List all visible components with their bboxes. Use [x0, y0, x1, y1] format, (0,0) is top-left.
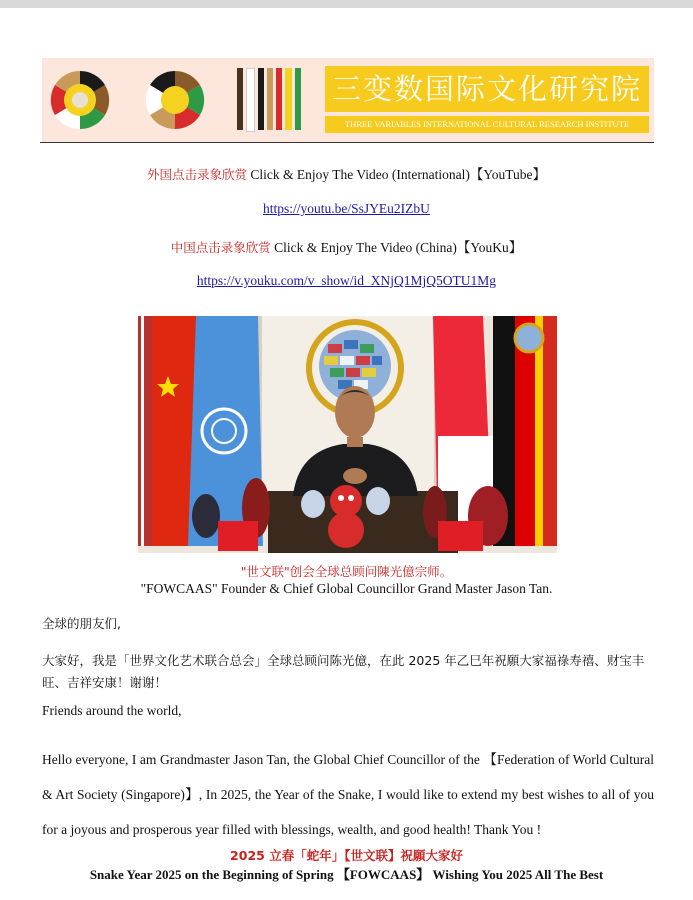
banner-subtitle: THREE VARIABLES INTERNATIONAL CULTURAL RESEARCH INSTITUTE [325, 116, 649, 133]
video-international-label-en: Click & Enjoy The Video (International)【YouTube】 [250, 167, 547, 182]
youtube-link[interactable]: https://youtu.be/SsJYEu2IZbU [263, 201, 430, 216]
greeting-cn: 全球的朋友们, [42, 616, 121, 631]
video-china-link-row [0, 273, 693, 289]
video-international-label-cn: 外国点击录象欣赏 [146, 167, 247, 182]
footer-cn: 2025 立春「蛇年」【世文联】祝願大家好 [230, 848, 463, 863]
message-cn: 大家好，我是「世界文化艺术联合总会」全球总顾问陈光億，在此 2025 年乙巳年祝願大家福祿寿禧、财宝丰旺、吉祥安康！谢谢！ [42, 653, 645, 690]
top-bar [0, 0, 693, 8]
greeting-en: Friends around the world, [42, 703, 182, 718]
photo-caption-cn: "世文联"创会全球总顾问陳光億宗师。 [240, 564, 453, 579]
video-china-label-en: Click & Enjoy The Video (China)【YouKu】 [274, 240, 523, 255]
youku-link[interactable]: https://v.youku.com/v_show/id_XNjQ1MjQ5OTU1Mg [196, 273, 497, 288]
photo-caption-en: "FOWCAAS" Founder & Chief Global Councillor Grand Master Jason Tan. [140, 581, 553, 596]
message-en: Hello everyone, I am Grandmaster Jason Tan, the Global Chief Councillor of the 【Federation of World Cultural & Art Society (Singapore)】, In 2025, the Year of the Snake, I would like to extend my best wishes to all of you for a joyous and prosperous year filled with blessings, wealth, and good health! Thank You ! [42, 752, 654, 837]
video-international-link-row [0, 201, 693, 217]
video-china-label [0, 236, 693, 256]
logo-wheel-icon [50, 70, 110, 130]
video-china-label-cn: 中国点击录象欣赏 [170, 240, 271, 255]
video-international-label [0, 163, 693, 183]
logo-wheel-icon [145, 70, 205, 130]
color-stripes-icon [237, 68, 301, 130]
footer-en: Snake Year 2025 on the Beginning of Spring 【FOWCAAS】 Wishing You 2025 All The Best [89, 867, 604, 882]
banner-title: 三变数国际文化研究院 [325, 66, 649, 112]
video-thumbnail-photo[interactable] [138, 316, 557, 553]
divider [40, 142, 654, 143]
